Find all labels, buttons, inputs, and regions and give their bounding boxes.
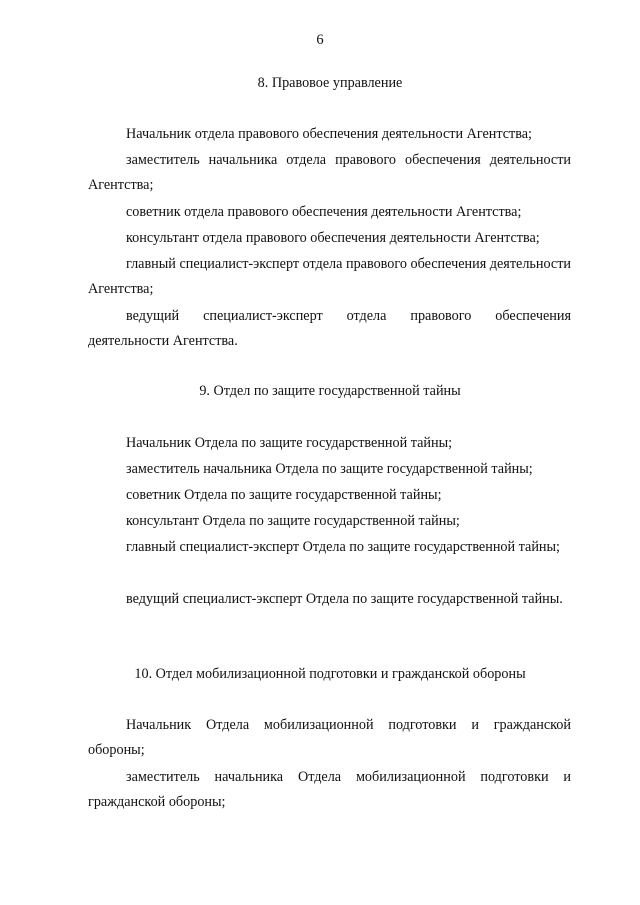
list-item: советник отдела правового обеспечения деятельности Агентства; xyxy=(126,204,522,220)
list-item: заместитель начальника отдела правового обеспечения деятельности Агентства; xyxy=(88,152,571,193)
section-heading-8: 8. Правовое управление xyxy=(257,75,403,91)
page-number: 6 xyxy=(316,32,324,48)
list-item: заместитель начальника Отдела мобилизационной подготовки и гражданской обороны; xyxy=(88,769,571,810)
list-item: главный специалист-эксперт отдела правового обеспечения деятельности Агентства; xyxy=(88,256,571,297)
section-heading-10: 10. Отдел мобилизационной подготовки и гражданской обороны xyxy=(134,666,526,682)
list-item: Начальник отдела правового обеспечения деятельности Агентства; xyxy=(126,126,532,142)
list-item: заместитель начальника Отдела по защите государственной тайны; xyxy=(126,461,533,477)
section-heading-9: 9. Отдел по защите государственной тайны xyxy=(199,383,461,399)
list-item: консультант отдела правового обеспечения деятельности Агентства; xyxy=(126,230,540,246)
list-item: Начальник Отдела по защите государственной тайны; xyxy=(126,435,453,451)
list-item: Начальник Отдела мобилизационной подготовки и гражданской обороны; xyxy=(88,717,571,758)
list-item: ведущий специалист-эксперт отдела правового обеспечения деятельности Агентства. xyxy=(88,308,571,349)
list-item: консультант Отдела по защите государственной тайны; xyxy=(126,513,460,529)
list-item: главный специалист-эксперт Отдела по защите государственной тайны; xyxy=(126,539,560,555)
list-item: ведущий специалист-эксперт Отдела по защите государственной тайны. xyxy=(126,591,563,607)
list-item: советник Отдела по защите государственной тайны; xyxy=(126,487,442,503)
